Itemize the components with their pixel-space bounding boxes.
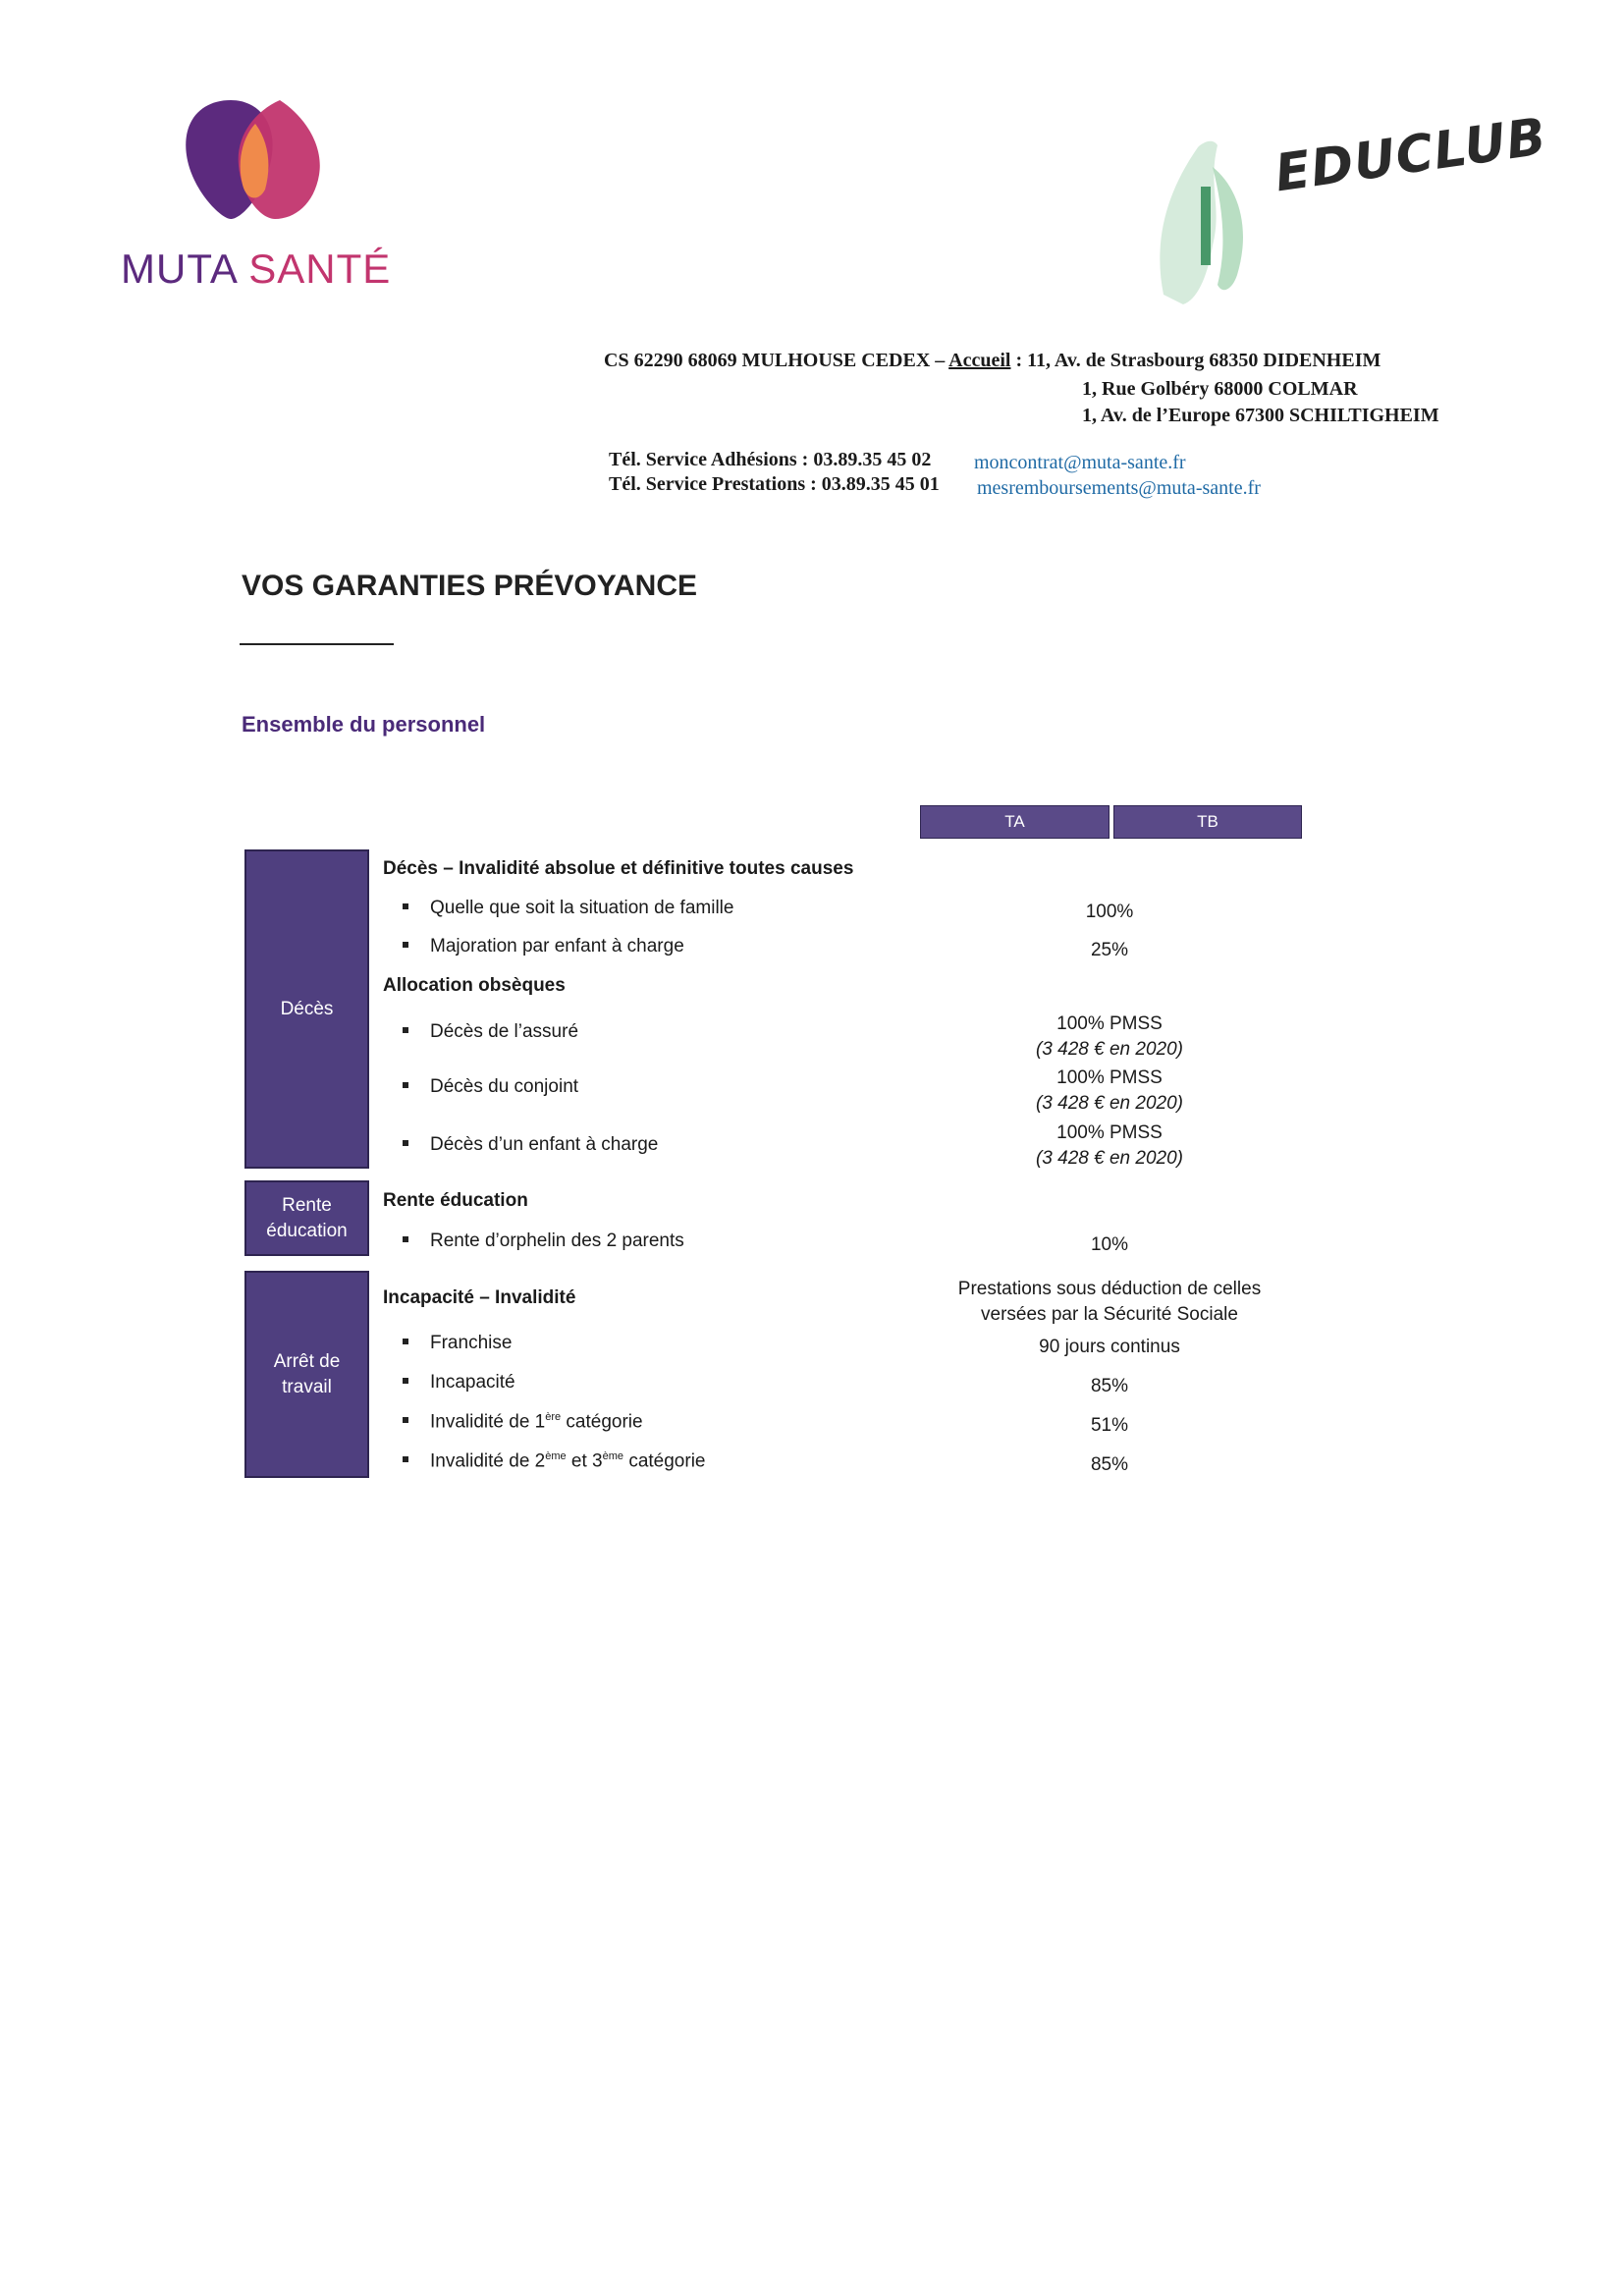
- email-adhesions[interactable]: moncontrat@muta-sante.fr: [974, 452, 1186, 473]
- row-invalidite-23-label-pre: Invalidité de 2: [430, 1450, 546, 1472]
- section-obseques-title: Allocation obsèques: [383, 975, 566, 996]
- row-franchise-label: Franchise: [430, 1333, 513, 1353]
- bullet-icon: [403, 1417, 408, 1423]
- row-invalidite-23-sup1: ème: [545, 1450, 567, 1462]
- row-invalidite-1: [403, 1411, 643, 1433]
- column-header-ta: TA: [920, 805, 1110, 839]
- row-orphelin-label: Rente d’orphelin des 2 parents: [430, 1230, 684, 1251]
- row-famille-label: Quelle que soit la situation de famille: [430, 898, 734, 918]
- brand-name: [121, 246, 391, 293]
- row-invalidite-23-label-mid: et 3: [566, 1450, 603, 1472]
- row-incapacite: [403, 1372, 515, 1394]
- address-prefix: CS 62290 68069 MULHOUSE CEDEX –: [604, 350, 949, 371]
- category-arret-line1: Arrêt de: [273, 1350, 341, 1372]
- row-deces-enfant-value: [893, 1121, 1326, 1172]
- row-deces-assure-amount: 100% PMSS: [1056, 1013, 1163, 1034]
- section-deces-title: Décès – Invalidité absolue et définitive toutes causes: [383, 858, 854, 879]
- row-orphelin: [403, 1230, 684, 1252]
- row-deces-enfant: [403, 1134, 658, 1156]
- prestations-note-line1: Prestations sous déduction de celles: [957, 1279, 1262, 1299]
- bullet-icon: [403, 1236, 408, 1242]
- row-majoration-value: 25%: [1090, 940, 1129, 960]
- page-title: VOS GARANTIES PRÉVOYANCE: [242, 570, 697, 602]
- row-majoration-label: Majoration par enfant à charge: [430, 936, 684, 957]
- row-invalidite-1-value: 51%: [1090, 1415, 1129, 1436]
- row-invalidite-2-3: [403, 1450, 706, 1472]
- bullet-icon: [403, 1339, 408, 1344]
- row-invalidite-1-label-post: catégorie: [561, 1411, 643, 1433]
- bullet-icon: [403, 1140, 408, 1146]
- address-line-1: [604, 350, 1380, 372]
- bullet-icon: [403, 1456, 408, 1462]
- muta-sante-logo-icon: [182, 96, 329, 224]
- row-majoration: [403, 936, 684, 957]
- row-franchise: [403, 1333, 512, 1354]
- accueil-label: Accueil: [948, 350, 1011, 371]
- educlub-logo-icon: [1144, 128, 1272, 314]
- prestations-note-line2: versées par la Sécurité Sociale: [981, 1304, 1238, 1325]
- club-name: EDUCLUB: [1272, 107, 1550, 204]
- address-line-3: 1, Av. de l’Europe 67300 SCHILTIGHEIM: [1082, 405, 1439, 426]
- phone-prestations: Tél. Service Prestations : 03.89.35 45 01: [609, 473, 940, 495]
- category-arret-travail: [244, 1271, 369, 1478]
- category-rente-line1: Rente: [282, 1194, 332, 1216]
- row-invalidite-23-sup2: ème: [602, 1450, 624, 1462]
- category-arret-line2: travail: [282, 1376, 332, 1397]
- bullet-icon: [403, 1378, 408, 1384]
- category-rente-line2: éducation: [266, 1220, 348, 1241]
- row-deces-assure-label: Décès de l’assuré: [430, 1021, 579, 1042]
- prestations-note: [893, 1277, 1326, 1328]
- row-incapacite-label: Incapacité: [430, 1372, 515, 1393]
- row-deces-enfant-note: (3 428 € en 2020): [1035, 1148, 1183, 1169]
- row-deces-conjoint-note: (3 428 € en 2020): [1035, 1093, 1183, 1114]
- row-invalidite-2-3-value: 85%: [1090, 1454, 1129, 1475]
- row-invalidite-1-sup: ère: [545, 1411, 562, 1423]
- bullet-icon: [403, 903, 408, 909]
- row-franchise-value: 90 jours continus: [1039, 1337, 1180, 1357]
- email-prestations[interactable]: mesremboursements@muta-sante.fr: [977, 477, 1261, 499]
- category-rente-education: [244, 1180, 369, 1256]
- row-invalidite-1-label-pre: Invalidité de 1: [430, 1411, 546, 1433]
- row-famille: [403, 898, 733, 919]
- phone-adhesions: Tél. Service Adhésions : 03.89.35 45 02: [609, 449, 932, 470]
- row-famille-value: 100%: [1085, 902, 1134, 922]
- row-deces-enfant-amount: 100% PMSS: [1056, 1122, 1163, 1143]
- category-deces: [244, 849, 369, 1169]
- page-subtitle: Ensemble du personnel: [242, 712, 486, 737]
- bullet-icon: [403, 1027, 408, 1033]
- row-deces-conjoint-value: [893, 1066, 1326, 1117]
- bullet-icon: [403, 1082, 408, 1088]
- row-deces-conjoint-amount: 100% PMSS: [1056, 1067, 1163, 1088]
- row-deces-enfant-label: Décès d’un enfant à charge: [430, 1134, 659, 1155]
- section-rente-title: Rente éducation: [383, 1190, 528, 1211]
- brand-name-part1: MUTA: [121, 246, 237, 292]
- row-invalidite-23-label-post: catégorie: [623, 1450, 706, 1472]
- section-incapacite-title: Incapacité – Invalidité: [383, 1287, 576, 1308]
- bullet-icon: [403, 942, 408, 948]
- address-line-2: 1, Rue Golbéry 68000 COLMAR: [1082, 378, 1358, 400]
- row-incapacite-value: 85%: [1090, 1376, 1129, 1396]
- category-deces-label: Décès: [280, 998, 334, 1019]
- row-deces-conjoint: [403, 1076, 578, 1098]
- row-deces-assure-value: [893, 1011, 1326, 1063]
- address-suffix: : 11, Av. de Strasbourg 68350 DIDENHEIM: [1010, 350, 1381, 371]
- column-header-tb: TB: [1113, 805, 1302, 839]
- brand-name-part2: SANTÉ: [248, 246, 392, 292]
- row-deces-assure: [403, 1021, 578, 1043]
- title-underline: [240, 643, 394, 645]
- row-deces-conjoint-label: Décès du conjoint: [430, 1076, 579, 1097]
- row-deces-assure-note: (3 428 € en 2020): [1035, 1039, 1183, 1060]
- row-orphelin-value: 10%: [1090, 1234, 1129, 1255]
